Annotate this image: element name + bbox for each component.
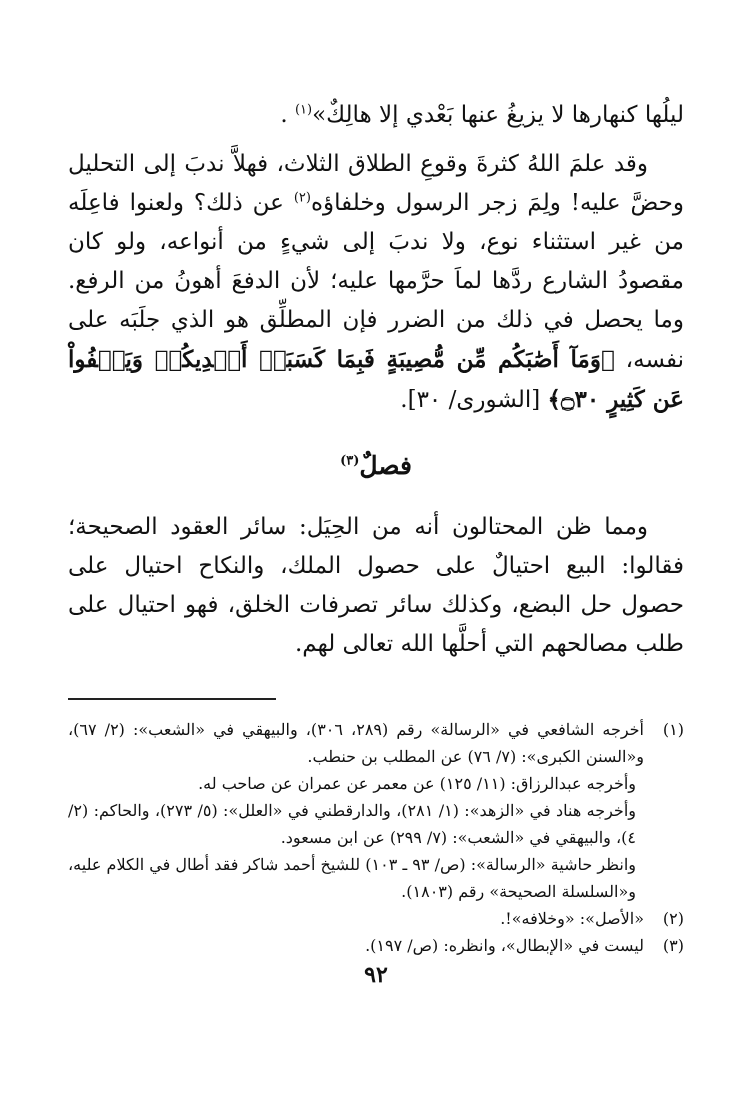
paragraph-tricks-text: ومما ظن المحتالون أنه من الحِيَل: سائر العقود الصحيحة؛ فقالوا: البيع احتيالٌ على حصول الملك، والنكاح احتيال على حصول حل البضع، وكذلك سائر تصرفات الخلق، فهو احتيال على طلب مصالحهم التي أحلَّها الله تعالى لهم.: [68, 514, 684, 657]
footnote-line: وأخرجه عبدالرزاق: (١١/ ١٢٥) عن معمر عن عمران عن صاحب له.: [198, 774, 636, 793]
footnote-line: وأخرجه هناد في «الزهد»: (١/ ٢٨١)، والدارقطني في «العلل»: (٥/ ٢٧٣)، والحاكم: (٢/ ٤)، والبيهقي في «الشعب»: (٧/ ٢٩٩) عن ابن مسعود.: [68, 801, 636, 847]
section-title: فصلٌ: [359, 451, 412, 480]
footnote-3: [68, 932, 684, 959]
quran-reference: [الشورى/ ٣٠].: [400, 387, 548, 413]
footnote-line: وانظر حاشية «الرسالة»: (ص/ ٩٣ ـ ١٠٣) للشيخ أحمد شاكر فقد أطال في الكلام عليه، و«السلسلة الصحيحة» رقم (١٨٠٣).: [68, 855, 636, 901]
page-number: ٩٢: [364, 962, 388, 988]
footnote-number: (٢): [662, 909, 684, 928]
paragraph-divorce-part-b: عن ذلك؟ ولعنوا فاعِلَه من غير استثناء نوع، ولا ندبَ إلى شيءٍ من أنواعه، ولو كان مقصودُ الشارع ردَّها لماَ حرَّمها عليه؛ لأن الدفعَ أهونُ من الرفع. وما يحصل في ذلك من الضرر فإن المطلِّق هو الذي جلَبَه على نفسه،: [68, 190, 684, 373]
paragraph-hadith-end: [68, 96, 684, 135]
paragraph-gap: [68, 135, 684, 145]
footnote-body: [68, 716, 644, 905]
footnote-line: أخرجه الشافعي في «الرسالة» رقم (٢٨٩، ٣٠٦)، والبيهقي في «الشعب»: (٢/ ٦٧)، و«السنن الكبرى»: (٧/ ٧٦) عن المطلب بن حنطب.: [68, 720, 644, 766]
footnote-marker-2: (٢): [293, 190, 311, 206]
paragraph-divorce: [68, 145, 684, 420]
sentence-end: .: [280, 102, 295, 128]
quran-verse: ﴿وَمَآ أَصَٰبَكُم مِّن مُّصِيبَةٍ فَبِمَا كَسَبَتۡ أَيۡدِيكُمۡ وَيَعۡفُواْ عَن كَثِيرٍ ۝٣٠﴾: [68, 346, 684, 413]
paragraph-divorce-part-a: وقد علمَ اللهُ كثرةَ وقوعِ الطلاق الثلاث، فهلاَّ ندبَ إلى التحليل وحضَّ عليه! ولِمَ زجر الرسول وخلفاؤه: [68, 151, 684, 216]
section-heading: [68, 446, 684, 486]
footnote-marker-1: (١): [294, 102, 313, 118]
footnote-line: ليست في «الإبطال»، وانظره: (ص/ ١٩٧).: [365, 936, 644, 955]
hadith-text: ليلُها كنهارها لا يزيغُ عنها بَعْدي إلا هالِكٌ»: [312, 102, 684, 128]
footnotes: [68, 716, 684, 959]
footnote-line: «الأصل»: «وخلافه»!.: [500, 909, 644, 928]
footnote-1: [68, 716, 684, 905]
footnote-body: [68, 905, 644, 932]
footnote-number: (١): [662, 720, 684, 739]
page-content: [68, 96, 684, 959]
footnote-2: [68, 905, 684, 932]
footnote-marker-3: (٣): [340, 453, 360, 469]
main-text: [68, 96, 684, 664]
footnote-divider: [68, 698, 276, 700]
paragraph-tricks: [68, 508, 684, 664]
footnote-body: [68, 932, 644, 959]
footnote-number: (٣): [662, 936, 684, 955]
